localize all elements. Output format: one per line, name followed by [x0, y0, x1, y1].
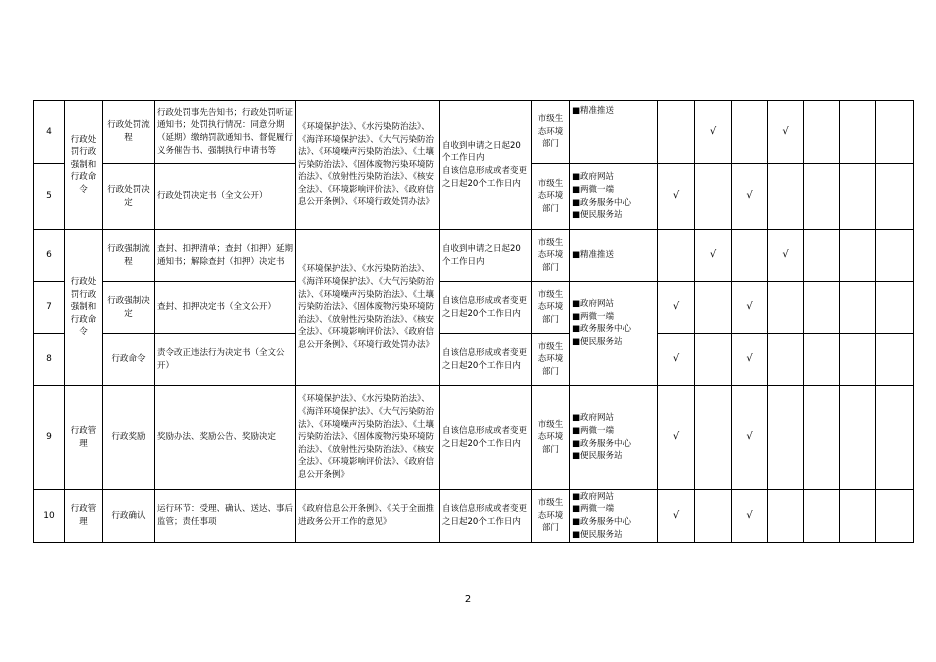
check-mark: √ — [768, 230, 804, 282]
time-cell — [440, 101, 532, 230]
time-cell: 自该信息形成或者变更之日起20个工作日内 — [440, 282, 532, 334]
channels-cell — [570, 490, 658, 543]
category-cell: 行政管理 — [65, 490, 103, 543]
basis-cell: 《环境保护法》、《水污染防治法》、《海洋环境保护法》、《大气污染防治法》、《环境噪声污染防治法》、《土壤污染防治法》、《固体废物污染环境防治法》、《放射性污染防治法》、《核安全法》、《环境影响评价法》、《政府信息公开条例》、《环境行政处罚办法》 — [296, 230, 440, 386]
channel-item: ■政务服务中心 — [572, 324, 632, 335]
page-number: 2 — [464, 594, 472, 605]
check-mark: √ — [695, 101, 732, 164]
time-cell: 自该信息形成或者变更之日起20个工作日内 — [440, 334, 532, 386]
stage-cell: 行政命令 — [103, 334, 155, 386]
channel-item: ■两微一端 — [572, 311, 615, 322]
table-row — [34, 101, 914, 164]
row-number: 7 — [34, 282, 65, 334]
basis-cell: 《环境保护法》、《水污染防治法》、《海洋环境保护法》、《大气污染防治法》、《环境噪声污染防治法》、《土壤污染防治法》、《固体废物污染环境防治法》、《放射性污染防治法》、《核安全法》、《环境影响评价法》、《政府信息公开条例》 — [296, 386, 440, 490]
row-number: 10 — [34, 490, 65, 543]
check-mark: √ — [768, 101, 804, 164]
table-row — [34, 230, 914, 282]
channel-item: ■便民服务站 — [572, 210, 623, 221]
channels-cell — [570, 164, 658, 230]
subject-cell: 市级生态环境部门 — [532, 386, 570, 490]
category-cell: 行政处罚行政强制和行政命令 — [65, 101, 103, 230]
channels-cell — [570, 386, 658, 490]
channel-item: ■政府网站 — [572, 299, 615, 309]
channel-item: ■便民服务站 — [572, 451, 623, 462]
stage-cell: 行政确认 — [103, 490, 155, 543]
row-number: 5 — [34, 164, 65, 230]
channel-item: ■便民服务站 — [572, 529, 623, 540]
channels-cell — [570, 230, 658, 282]
channels-cell — [570, 282, 658, 386]
channel-item: ■政府网站 — [572, 172, 615, 183]
check-mark: √ — [695, 230, 732, 282]
channel-item: ■两微一端 — [572, 504, 615, 515]
check-mark: √ — [658, 334, 695, 386]
content-cell: 责令改正违法行为决定书（全文公开） — [155, 334, 296, 386]
basis-cell: 《环境保护法》、《水污染防治法》、《海洋环境保护法》、《大气污染防治法》、《环境噪声污染防治法》、《土壤污染防治法》、《固体废物污染环境防治法》、《放射性污染防治法》、《核安全法》、《环境影响评价法》、《政府信息公开条例》、《环境行政处罚办法》 — [296, 101, 440, 230]
content-cell: 查封、扣押决定书（全文公开） — [155, 282, 296, 334]
channel-item: ■政务服务中心 — [572, 438, 632, 449]
content-cell: 行政处罚事先告知书；行政处罚听证通知书；处罚执行情况：同意分期（延期）缴纳罚款通知书、督促履行义务催告书、强制执行申请书等 — [155, 101, 296, 164]
basis-cell: 《政府信息公开条例》、《关于全面推进政务公开工作的意见》 — [296, 490, 440, 543]
table-row — [34, 490, 914, 543]
row-number: 9 — [34, 386, 65, 490]
channel-item: ■政府网站 — [572, 491, 615, 502]
row-number: 6 — [34, 230, 65, 282]
channel-item: ■政务服务中心 — [572, 197, 632, 208]
table-row — [34, 334, 914, 386]
content-cell: 奖励办法、奖励公告、奖励决定 — [155, 386, 296, 490]
channels-cell — [570, 101, 658, 164]
time-text: 自收到申请之日起20个工作日内 — [442, 140, 521, 164]
content-cell: 运行环节：受理、确认、送达、事后监管；责任事项 — [155, 490, 296, 543]
subject-cell: 市级生态环境部门 — [532, 101, 570, 164]
check-mark: √ — [658, 386, 695, 490]
stage-cell: 行政处罚流程 — [103, 101, 155, 164]
stage-cell: 行政强制流程 — [103, 230, 155, 282]
table-row — [34, 386, 914, 490]
channel-item: ■两微一端 — [572, 184, 615, 195]
content-cell: 查封、扣押清单；查封（扣押）延期通知书；解除查封（扣押）决定书 — [155, 230, 296, 282]
category-cell: 行政管理 — [65, 386, 103, 490]
time-text: 自该信息形成或者变更之日起20个工作日内 — [442, 166, 528, 189]
subject-cell: 市级生态环境部门 — [532, 230, 570, 282]
subject-cell: 市级生态环境部门 — [532, 490, 570, 543]
time-cell: 自该信息形成或者变更之日起20个工作日内 — [440, 386, 532, 490]
row-number: 8 — [34, 334, 65, 386]
stage-cell: 行政处罚决定 — [103, 164, 155, 230]
channel-item: ■政府网站 — [572, 413, 615, 424]
channel-item: ■精准推送 — [572, 106, 615, 116]
category-cell: 行政处罚行政强制和行政命令 — [65, 230, 103, 386]
check-mark: √ — [658, 490, 695, 543]
content-cell: 行政处罚决定书（全文公开） — [155, 164, 296, 230]
row-number: 4 — [34, 101, 65, 164]
stage-cell: 行政强制决定 — [103, 282, 155, 334]
subject-cell: 市级生态环境部门 — [532, 334, 570, 386]
channel-item: ■两微一端 — [572, 425, 615, 436]
channel-item: ■政务服务中心 — [572, 517, 632, 527]
check-mark: √ — [732, 282, 768, 334]
table-row — [34, 282, 914, 334]
check-mark: √ — [658, 164, 695, 230]
channel-item: ■便民服务站 — [572, 336, 623, 347]
check-mark: √ — [732, 164, 768, 230]
subject-cell: 市级生态环境部门 — [532, 282, 570, 334]
time-cell: 自该信息形成或者变更之日起20个工作日内 — [440, 490, 532, 543]
disclosure-table — [33, 100, 914, 543]
check-mark: √ — [732, 386, 768, 490]
check-mark: √ — [732, 334, 768, 386]
check-mark: √ — [658, 282, 695, 334]
stage-cell: 行政奖励 — [103, 386, 155, 490]
channel-item: ■精准推送 — [572, 250, 615, 261]
subject-cell: 市级生态环境部门 — [532, 164, 570, 230]
check-mark: √ — [732, 490, 768, 543]
time-cell: 自收到申请之日起20个工作日内 — [440, 230, 532, 282]
